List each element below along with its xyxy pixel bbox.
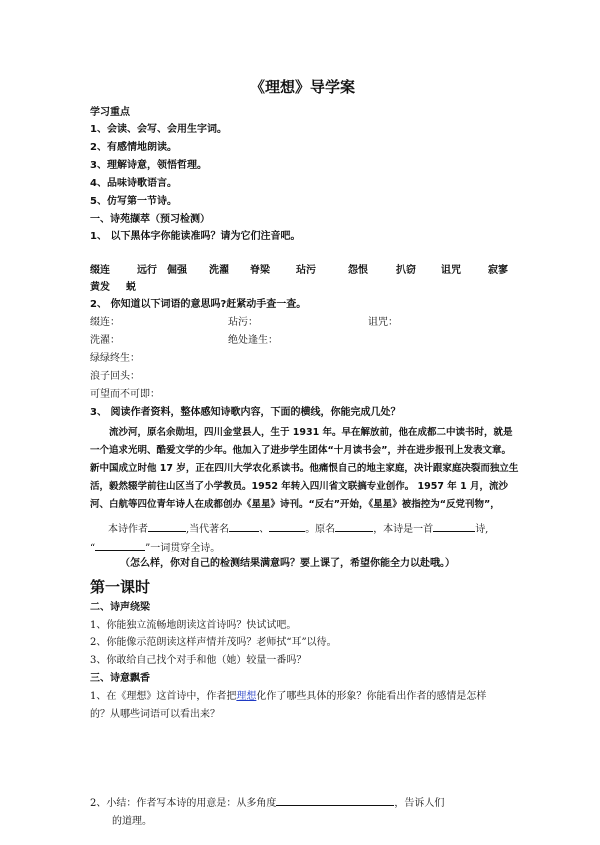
fill-in-line-2 — [90, 541, 220, 554]
blank-author[interactable] — [148, 522, 186, 532]
focus-item: 1、会读、会写、会用生字词。 — [90, 124, 227, 135]
page-title: 《理想》导学案 — [250, 78, 356, 96]
encouragement-note: （怎么样，你对自己的检测结果满意吗？要上课了，希望你能全力以赴哦。） — [120, 558, 455, 569]
focus-item: 4、品味诗歌语言。 — [90, 178, 177, 189]
word: 扒窃 — [396, 265, 416, 276]
word: 怨恨 — [348, 265, 368, 276]
word: 远行 — [137, 265, 157, 276]
definition-label: 诅咒： — [368, 317, 398, 328]
ideal-link[interactable]: 理想 — [236, 691, 257, 702]
word: 诅咒 — [441, 265, 461, 276]
focus-item: 2、有感情地朗读。 — [90, 142, 177, 153]
fill-in-line-1 — [108, 522, 488, 535]
lesson-heading: 第一课时 — [90, 578, 151, 596]
word: 寂寥 — [488, 265, 508, 276]
blank-original-name[interactable] — [335, 522, 373, 532]
question-text: 的道理。 — [112, 816, 152, 827]
section1-heading: 一、诗苑撷萃（预习检测） — [90, 214, 210, 225]
question-text: 化作了哪些具体的形象？你能看出作者的感情是怎样 — [256, 691, 487, 702]
fill-text: ，本诗是一首 — [373, 524, 434, 535]
question-text: 2、小结：作者写本诗的用意是：从多角度 — [90, 798, 277, 809]
blank-angle[interactable] — [276, 796, 394, 806]
word: 黄发 — [90, 282, 110, 293]
focus-item: 5、仿写第一节诗。 — [90, 196, 177, 207]
author-bio: 流沙河，原名余勋坦，四川金堂县人，生于 1931 年。早在解放前，他在成都二中读书时，就是一个追求光明、酷爱文学的少年。他加入了进步学生团体“十月读书会”，并在进步报刊上发表文章。新中国成立时他 17 岁，正在四川大学农化系读书。他痛恨自己的地主家庭，决计跟家庭决裂而独立生活，毅然辍学前往山区当了小学教员。1952 年转入四川省文联搞专业创作。 1957 年 1 月，流沙河、白航等四位青年诗人在成都创办《星星》诗刊。“反右”开始，《星星》被指控为“反党刊物”， — [90, 427, 519, 510]
fill-text: “ — [90, 543, 96, 554]
word: 玷污 — [296, 265, 316, 276]
fill-text: 、 — [259, 524, 270, 535]
question-1: 1、 以下黑体字你能读准吗？请为它们注音吧。 — [90, 231, 301, 242]
section2-heading: 二、诗声绕梁 — [90, 602, 150, 613]
section3-question-1-cont: 的？从哪些词语可以看出来？ — [90, 709, 220, 720]
study-focus-heading: 学习重点 — [90, 107, 130, 118]
fill-text: ”一词贯穿全诗。 — [145, 543, 221, 554]
definition-label: 玷污： — [228, 317, 258, 328]
section3-question-2-cont — [112, 815, 152, 827]
blank-key-word[interactable] — [95, 541, 145, 551]
question-text: 1、在《理想》这首诗中，作者把 — [90, 691, 237, 702]
word: 洗濯 — [209, 265, 229, 276]
blank-role-1[interactable] — [229, 522, 259, 532]
question-3: 3、 阅读作者资料，整体感知诗歌内容，下面的横线，你能完成几处？ — [90, 407, 401, 418]
word: 脊梁 — [250, 265, 270, 276]
definition-label: 绝处逢生： — [228, 335, 278, 346]
definition-label: 缀连： — [90, 317, 120, 328]
definition-label: 浪子回头： — [90, 371, 140, 382]
section3-question-2 — [90, 796, 444, 809]
fill-text: 。原名 — [305, 524, 336, 535]
definition-label: 绿绿终生： — [90, 353, 140, 364]
focus-item: 3、理解诗意，领悟哲理。 — [90, 160, 207, 171]
section3-heading: 三、诗意飘香 — [90, 673, 150, 684]
word: 蜕 — [126, 282, 136, 293]
question-text: ，告诉人们 — [394, 798, 445, 809]
definition-label: 可望而不可即： — [90, 389, 160, 400]
section3-question-1 — [90, 692, 486, 702]
blank-role-2[interactable] — [269, 522, 305, 532]
section2-item: 1、你能独立流畅地朗读这首诗吗？快试试吧。 — [90, 620, 297, 631]
word: 倔强 — [167, 265, 187, 276]
fill-text: ,当代著名 — [186, 524, 230, 535]
blank-poem-type[interactable] — [433, 522, 475, 532]
section2-item: 3、你敢给自己找个对手和他（她）较量一番吗？ — [90, 655, 307, 666]
section2-item: 2、你能像示范朗读这样声情并茂吗？老师拭“耳”以待。 — [90, 637, 337, 648]
fill-text: 本诗作者 — [108, 524, 148, 535]
word: 缀连 — [90, 265, 110, 276]
definition-label: 洗濯： — [90, 335, 120, 346]
fill-text: 诗, — [475, 524, 489, 535]
question-2: 2、 你知道以下词语的意思吗?赶紧动手查一查。 — [90, 299, 307, 310]
